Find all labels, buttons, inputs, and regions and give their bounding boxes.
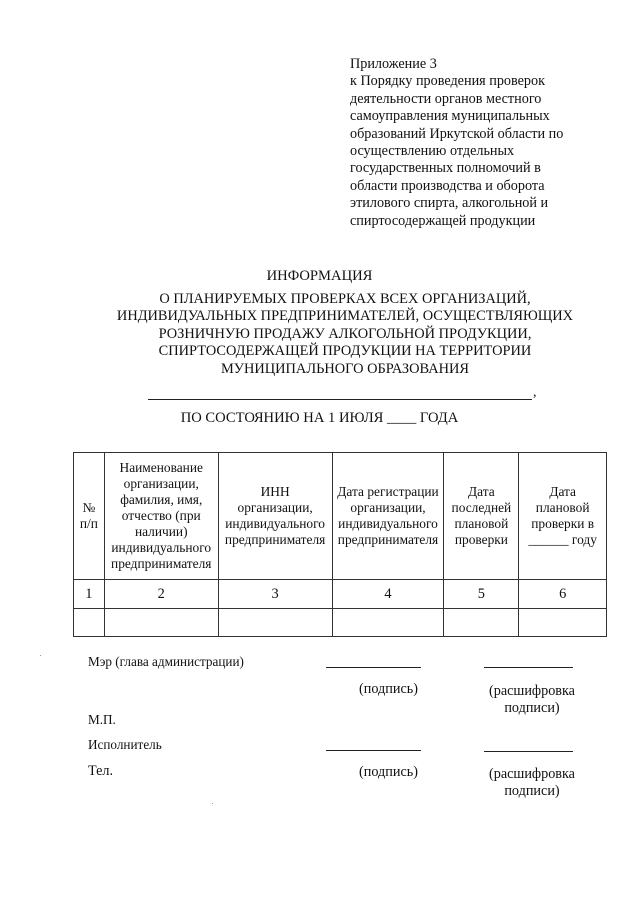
appendix-line: самоуправления муниципальных [350, 108, 550, 125]
empty-cell [104, 609, 218, 637]
column-number-cell: 1 [74, 580, 105, 609]
empty-cell [444, 609, 519, 637]
appendix-line: Приложение 3 [350, 56, 437, 72]
empty-cell [332, 609, 444, 637]
executor-decoding-line [484, 751, 573, 752]
mayor-signature-line [326, 667, 421, 668]
table-header-row [74, 453, 607, 580]
header-planned-inspection: Дата плановой проверки в ______ году [519, 453, 607, 580]
mayor-signature-caption: (подпись) [359, 681, 418, 697]
appendix-line: к Порядку проведения проверок [350, 73, 546, 90]
subtitle-line: ИНДИВИДУАЛЬНЫХ ПРЕДПРИНИМАТЕЛЕЙ, ОСУЩЕСТВЛЯЮЩИХ [116, 308, 574, 325]
executor-decoding-caption: (расшифровка подписи) [489, 766, 575, 799]
appendix-line: осуществлению отдельных [350, 143, 515, 160]
empty-cell [218, 609, 332, 637]
appendix-line: государственных полномочий в [350, 160, 541, 177]
table-row [74, 609, 607, 637]
column-number-cell: 2 [104, 580, 218, 609]
column-number-cell: 4 [332, 580, 444, 609]
municipality-comma: , [533, 385, 537, 400]
municipality-blank-line [148, 399, 532, 400]
header-last-inspection: Дата последней плановой проверки [444, 453, 519, 580]
mayor-decoding-caption: (расшифровка подписи) [489, 683, 575, 716]
table-number-row [74, 580, 607, 609]
empty-cell [519, 609, 607, 637]
header-organization-name: Наименование организации, фамилия, имя, отчество (при наличии) индивидуального предпринимателя [104, 453, 218, 580]
phone-label: Тел. [88, 763, 114, 779]
scan-speck [40, 655, 41, 656]
subtitle-line: РОЗНИЧНУЮ ПРОДАЖУ АЛКОГОЛЬНОЙ ПРОДУКЦИИ, [158, 325, 532, 342]
scan-speck [212, 803, 213, 804]
executor-signature-caption: (подпись) [359, 764, 418, 780]
executor-label: Исполнитель [88, 737, 162, 752]
appendix-line: этилового спирта, алкогольной и [350, 195, 549, 212]
appendix-line: образований Иркутской области по [350, 125, 564, 142]
document-title: ИНФОРМАЦИЯ [266, 268, 373, 284]
empty-cell [74, 609, 105, 637]
header-inn: ИНН организации, индивидуального предпринимателя [218, 453, 332, 580]
column-number-cell: 3 [218, 580, 332, 609]
subtitle-line: МУНИЦИПАЛЬНОГО ОБРАЗОВАНИЯ [220, 360, 470, 377]
mayor-decoding-line [484, 667, 573, 668]
column-number-cell: 6 [519, 580, 607, 609]
appendix-line: деятельности органов местного [350, 90, 542, 107]
document-subtitle [60, 291, 630, 378]
header-number: № п/п [74, 453, 105, 580]
inspections-table [73, 452, 607, 637]
header-registration-date: Дата регистрации организации, индивидуального предпринимателя [332, 453, 444, 580]
appendix-line: области производства и оборота [350, 177, 545, 194]
appendix-block [350, 56, 620, 230]
state-date-line: ПО СОСТОЯНИЮ НА 1 ИЮЛЯ ____ ГОДА [180, 410, 459, 426]
subtitle-line: О ПЛАНИРУЕМЫХ ПРОВЕРКАХ ВСЕХ ОРГАНИЗАЦИЙ, [159, 291, 531, 307]
mayor-label: Мэр (глава администрации) [88, 654, 244, 669]
stamp-label: М.П. [88, 712, 116, 727]
executor-signature-line [326, 750, 421, 751]
subtitle-line: СПИРТОСОДЕРЖАЩЕЙ ПРОДУКЦИИ НА ТЕРРИТОРИИ [158, 343, 532, 360]
appendix-line: спиртосодержащей продукции [350, 212, 536, 229]
column-number-cell: 5 [444, 580, 519, 609]
